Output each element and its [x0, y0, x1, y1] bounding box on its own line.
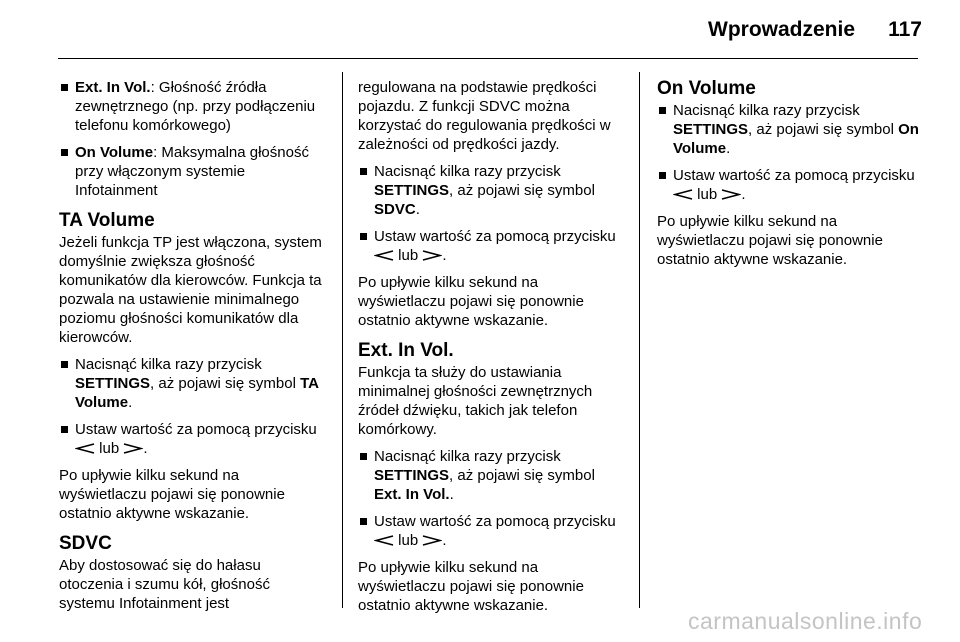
right-arrow-icon	[123, 443, 143, 454]
settings-button-label: SETTINGS	[374, 182, 450, 199]
bullet-set-value	[358, 512, 626, 550]
bullet-text: Ustaw wartość za pomocą przycisku	[673, 167, 915, 184]
bullet-text: .	[442, 247, 447, 264]
heading-ta-volume: TA Volume	[59, 210, 155, 231]
paragraph-after: Po upływie kilku sekund na wyświetlaczu pojawi się ponownie ostatnio aktywne wskazanie.	[657, 213, 883, 268]
bullet-square	[360, 233, 367, 240]
settings-button-label: SETTINGS	[673, 121, 749, 138]
symbol-label: On Volume	[673, 121, 919, 157]
column-2	[358, 78, 626, 623]
header-divider	[58, 58, 918, 59]
left-arrow-icon	[374, 250, 394, 261]
bullet-set-value	[657, 166, 925, 204]
bullet-text: : Głośność źródła zewnętrznego (np. przy podłączeniu telefonu komórkowego)	[75, 79, 316, 134]
watermark: carmanualsonline.info	[688, 608, 923, 634]
paragraph-sdvc-continued: regulowana na podstawie prędkości pojazdu. Z funkcji SDVC można korzystać do regulowania prędkości w zależności od prędkości jazdy.	[358, 79, 611, 153]
bullet-text: Ustaw wartość za pomocą przycisku	[75, 421, 317, 438]
bullet-square	[61, 84, 68, 91]
bullet-text: .	[415, 201, 420, 218]
bullet-text: lub	[99, 440, 120, 457]
bullet-press-settings	[657, 101, 925, 158]
bullet-text: .	[726, 140, 731, 157]
bullet-text: .	[449, 486, 454, 503]
section-title: Wprowadzenie	[708, 18, 856, 41]
bullet-text: lub	[398, 247, 419, 264]
bullet-press-settings	[59, 355, 327, 412]
column-3	[657, 78, 925, 277]
bullet-on-volume	[59, 143, 327, 200]
bullet-square	[360, 168, 367, 175]
column-1	[59, 78, 327, 621]
bullet-text: , aż pojawi się symbol	[449, 182, 595, 199]
bullet-set-value	[358, 227, 626, 265]
paragraph-sdvc: Aby dostosować się do hałasu otoczenia i szumu kół, głośność systemu Infotainment jest	[59, 557, 270, 612]
bullet-set-value	[59, 420, 327, 458]
column-divider-1	[342, 72, 343, 608]
bullet-text: , aż pojawi się symbol	[748, 121, 899, 138]
settings-button-label: SETTINGS	[75, 375, 151, 392]
bullet-square	[61, 149, 68, 156]
bullet-text: Ustaw wartość za pomocą przycisku	[374, 513, 616, 530]
bullet-text: lub	[697, 186, 718, 203]
bullet-square	[360, 453, 367, 460]
bullet-text: Nacisnąć kilka razy przycisk	[673, 102, 860, 119]
bullet-text: , aż pojawi się symbol	[150, 375, 301, 392]
bullet-text: Nacisnąć kilka razy przycisk	[374, 448, 561, 465]
bullet-text: .	[741, 186, 746, 203]
paragraph-after: Po upływie kilku sekund na wyświetlaczu pojawi się ponownie ostatnio aktywne wskazanie.	[358, 559, 584, 614]
bullet-square	[659, 172, 666, 179]
bullet-ext-in-vol	[59, 78, 327, 135]
bullet-term: On Volume	[75, 144, 154, 161]
bullet-text: : Maksymalna głośność przy włączonym systemie Infotainment	[75, 144, 309, 199]
bullet-text: .	[143, 440, 148, 457]
bullet-text: Nacisnąć kilka razy przycisk	[374, 163, 561, 180]
symbol-label: TA Volume	[75, 375, 319, 411]
paragraph-ext-in-vol: Funkcja ta służy do ustawiania minimalnej głośności zewnętrznych źródeł dźwięku, takich jak telefon komórkowy.	[358, 364, 593, 438]
bullet-text: Nacisnąć kilka razy przycisk	[75, 356, 262, 373]
bullet-press-settings	[358, 162, 626, 219]
symbol-label: SDVC	[374, 201, 416, 218]
bullet-square	[360, 518, 367, 525]
bullet-press-settings	[358, 447, 626, 504]
paragraph-after: Po upływie kilku sekund na wyświetlaczu pojawi się ponownie ostatnio aktywne wskazanie.	[59, 467, 285, 522]
bullet-text: .	[128, 394, 133, 411]
heading-on-volume: On Volume	[657, 78, 756, 99]
paragraph-after: Po upływie kilku sekund na wyświetlaczu pojawi się ponownie ostatnio aktywne wskazanie.	[358, 274, 584, 329]
right-arrow-icon	[721, 189, 741, 200]
left-arrow-icon	[75, 443, 95, 454]
paragraph-ta-volume: Jeżeli funkcja TP jest włączona, system domyślnie zwiększa głośność komunikatów dla kierowców. Funkcja ta pozwala na ustawienie minimalnego poziomu głośności komunikatów dla kierowców.	[59, 234, 322, 346]
bullet-square	[61, 361, 68, 368]
bullet-text: lub	[398, 532, 419, 549]
bullet-text: , aż pojawi się symbol	[449, 467, 595, 484]
heading-ext-in-vol: Ext. In Vol.	[358, 340, 454, 361]
bullet-term: Ext. In Vol.	[75, 79, 151, 96]
page-number: 117	[888, 18, 922, 41]
bullet-square	[61, 426, 68, 433]
right-arrow-icon	[422, 535, 442, 546]
bullet-text: .	[442, 532, 447, 549]
settings-button-label: SETTINGS	[374, 467, 450, 484]
left-arrow-icon	[673, 189, 693, 200]
left-arrow-icon	[374, 535, 394, 546]
bullet-text: Ustaw wartość za pomocą przycisku	[374, 228, 616, 245]
bullet-square	[659, 107, 666, 114]
heading-sdvc: SDVC	[59, 533, 112, 554]
column-divider-2	[639, 72, 640, 608]
right-arrow-icon	[422, 250, 442, 261]
symbol-label: Ext. In Vol.	[374, 486, 450, 503]
